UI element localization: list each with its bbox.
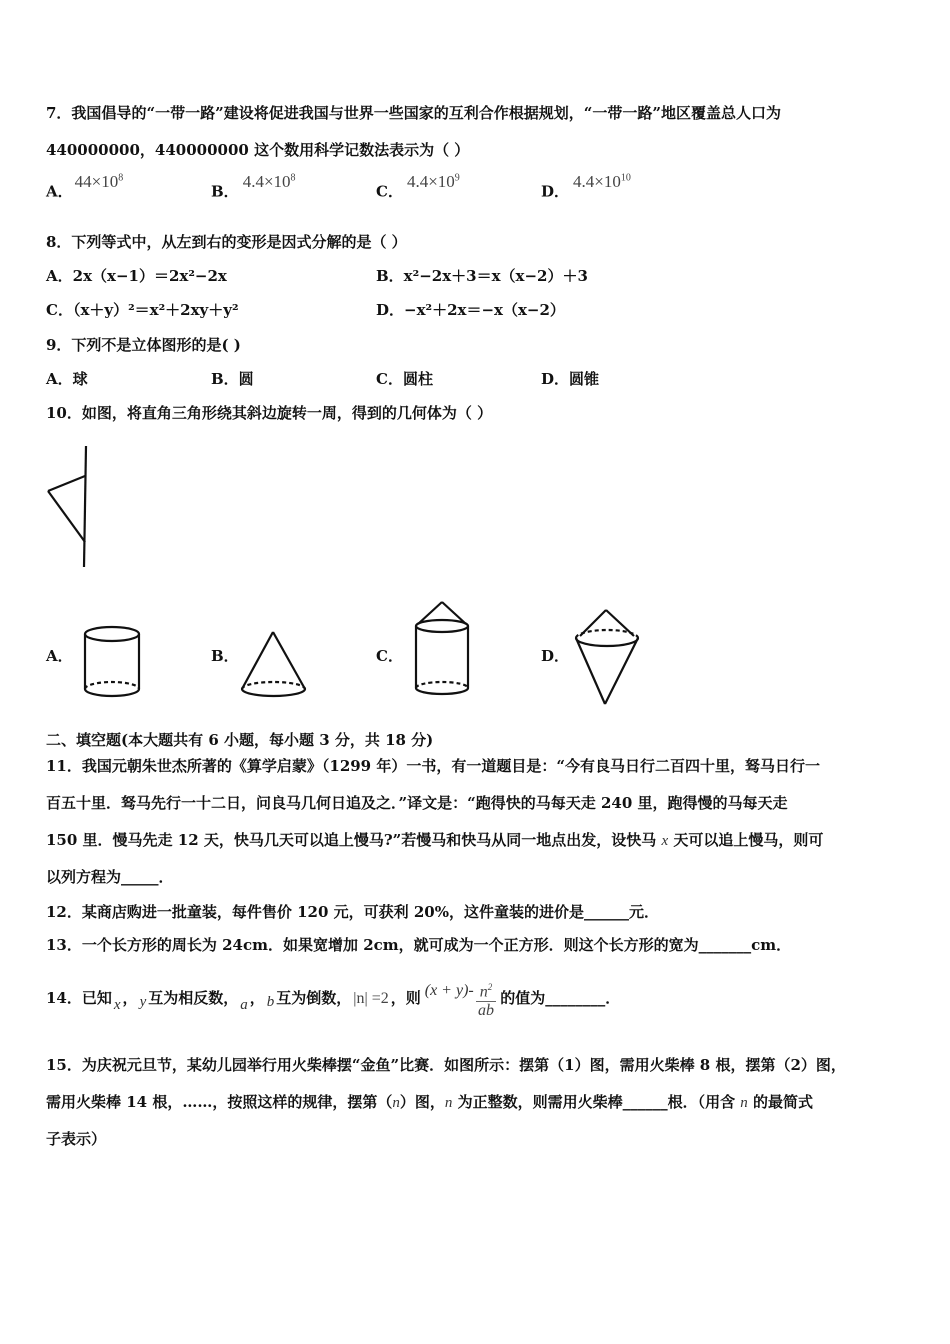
variable-n: n bbox=[392, 1095, 400, 1111]
option-label: C． bbox=[376, 182, 403, 201]
option-math: $4.4\times 10^9$ bbox=[406, 171, 460, 191]
option-label: D． bbox=[541, 182, 570, 201]
q7-option-d[interactable] bbox=[541, 171, 631, 202]
variable-x: x bbox=[113, 997, 121, 1014]
cone-figure[interactable] bbox=[235, 625, 315, 705]
q9-option-c[interactable]: C．圆柱 bbox=[376, 370, 433, 388]
double-cone-figure[interactable] bbox=[568, 604, 648, 710]
q11-line1: 11．我国元朝朱世杰所著的《算学启蒙》（1299 年）一书，有一道题目是：“今有良马日行二百四十里，驽马日行一 bbox=[46, 757, 820, 775]
q10-option-c[interactable]: C． bbox=[376, 647, 403, 665]
q11-line2: 百五十里．驽马先行一十二日，问良马几何日追及之．”译文是：“跑得快的马每天走 240 里，跑得慢的马每天走 bbox=[46, 794, 788, 812]
q8-option-d[interactable]: D．−x²＋2x＝−x（x−2） bbox=[376, 301, 565, 319]
option-math: $4.4\times 10^{10}$ bbox=[573, 171, 631, 191]
q9-option-b[interactable]: B．圆 bbox=[211, 370, 254, 388]
variable-b: b bbox=[266, 994, 275, 1011]
q7-option-b[interactable] bbox=[211, 171, 296, 202]
option-label: B． bbox=[211, 182, 239, 201]
q11-line4: 以列方程为_____． bbox=[46, 868, 174, 886]
variable-a: a bbox=[240, 997, 248, 1014]
q13-text: 13．一个长方形的周长为 24cm．如果宽增加 2cm，就可成为一个正方形．则这个长方形的宽为_______cm． bbox=[46, 936, 792, 954]
right-triangle-figure bbox=[40, 440, 100, 572]
expression-sum: (x + y)- bbox=[424, 982, 474, 1000]
q15-line2: 需用火柴棒 14 根，……，按照这样的规律，摆第（n）图，n 为正整数，则需用火柴棒______根．（用含 n 的最简式 bbox=[46, 1093, 814, 1111]
cone-on-cylinder-figure[interactable] bbox=[408, 596, 478, 706]
option-math: $44\times 10^8$ bbox=[74, 171, 124, 191]
q9-option-d[interactable]: D．圆锥 bbox=[541, 370, 600, 388]
q10-stem: 10．如图，将直角三角形绕其斜边旋转一周，得到的几何体为（ ） bbox=[46, 404, 493, 422]
abs-n-equation: |n| =2 bbox=[353, 990, 389, 1008]
q12-text: 12．某商店购进一批童装，每件售价 120 元，可获利 20%，这件童装的进价是______元． bbox=[46, 903, 659, 921]
q9-stem: 9．下列不是立体图形的是( ) bbox=[46, 336, 241, 354]
variable-n: n bbox=[444, 1095, 453, 1111]
q15-line1: 15．为庆祝元旦节，某幼儿园举行用火柴棒摆“金鱼”比赛．如图所示：摆第（1）图，需用火柴棒 8 根，摆第（2）图， bbox=[46, 1056, 846, 1074]
q15-line3: 子表示） bbox=[46, 1130, 107, 1148]
q11-line3: 150 里．慢马先走 12 天，快马几天可以追上慢马?”若慢马和快马从同一地点出发，设快马 x 天可以追上慢马，则可 bbox=[46, 831, 824, 849]
q7-stem-line2: 440000000，440000000 这个数用科学记数法表示为（ ） bbox=[46, 141, 470, 159]
triangle-leg-upper bbox=[48, 476, 85, 491]
q7-option-c[interactable] bbox=[376, 171, 460, 202]
q8-option-c[interactable]: C．（x＋y）²＝x²＋2xy＋y² bbox=[46, 301, 239, 319]
q10-option-a[interactable]: A． bbox=[46, 647, 73, 665]
q8-option-a[interactable]: A．2x（x−1）＝2x²−2x bbox=[46, 267, 227, 285]
q7-stem-line1: 7．我国倡导的“一带一路”建设将促进我国与世界一些国家的互利合作根据规划，“一带一路”地区覆盖总人口为 bbox=[46, 104, 781, 122]
q14-text: 14．已知 x ， y 互为相反数， a ， b 互为倒数， |n| =2 ，则 (x + y)- $\frac{n^2}{ab}$ 的值为________． bbox=[46, 978, 620, 1020]
q10-option-d[interactable]: D． bbox=[541, 647, 570, 665]
option-math: $4.4\times 10^8$ bbox=[242, 171, 296, 191]
section-title-fill-in: 二、填空题(本大题共有 6 小题，每小题 3 分，共 18 分) bbox=[46, 731, 434, 749]
cylinder-figure[interactable] bbox=[78, 620, 148, 705]
hypotenuse-axis-line bbox=[84, 446, 86, 567]
variable-n: n bbox=[740, 1095, 748, 1111]
q8-option-b[interactable]: B．x²−2x＋3＝x（x−2）＋3 bbox=[376, 267, 588, 285]
q9-option-a[interactable]: A．球 bbox=[46, 370, 88, 388]
option-label: A． bbox=[46, 182, 73, 201]
variable-x: x bbox=[661, 833, 669, 849]
q10-option-b[interactable]: B． bbox=[211, 647, 239, 665]
q7-option-a[interactable] bbox=[46, 171, 124, 202]
triangle-leg-lower bbox=[48, 491, 85, 542]
fraction-n2-ab: $\frac{n^2}{ab}$ bbox=[476, 978, 497, 1020]
q8-stem: 8．下列等式中，从左到右的变形是因式分解的是（ ） bbox=[46, 233, 407, 251]
variable-y: y bbox=[139, 994, 147, 1011]
